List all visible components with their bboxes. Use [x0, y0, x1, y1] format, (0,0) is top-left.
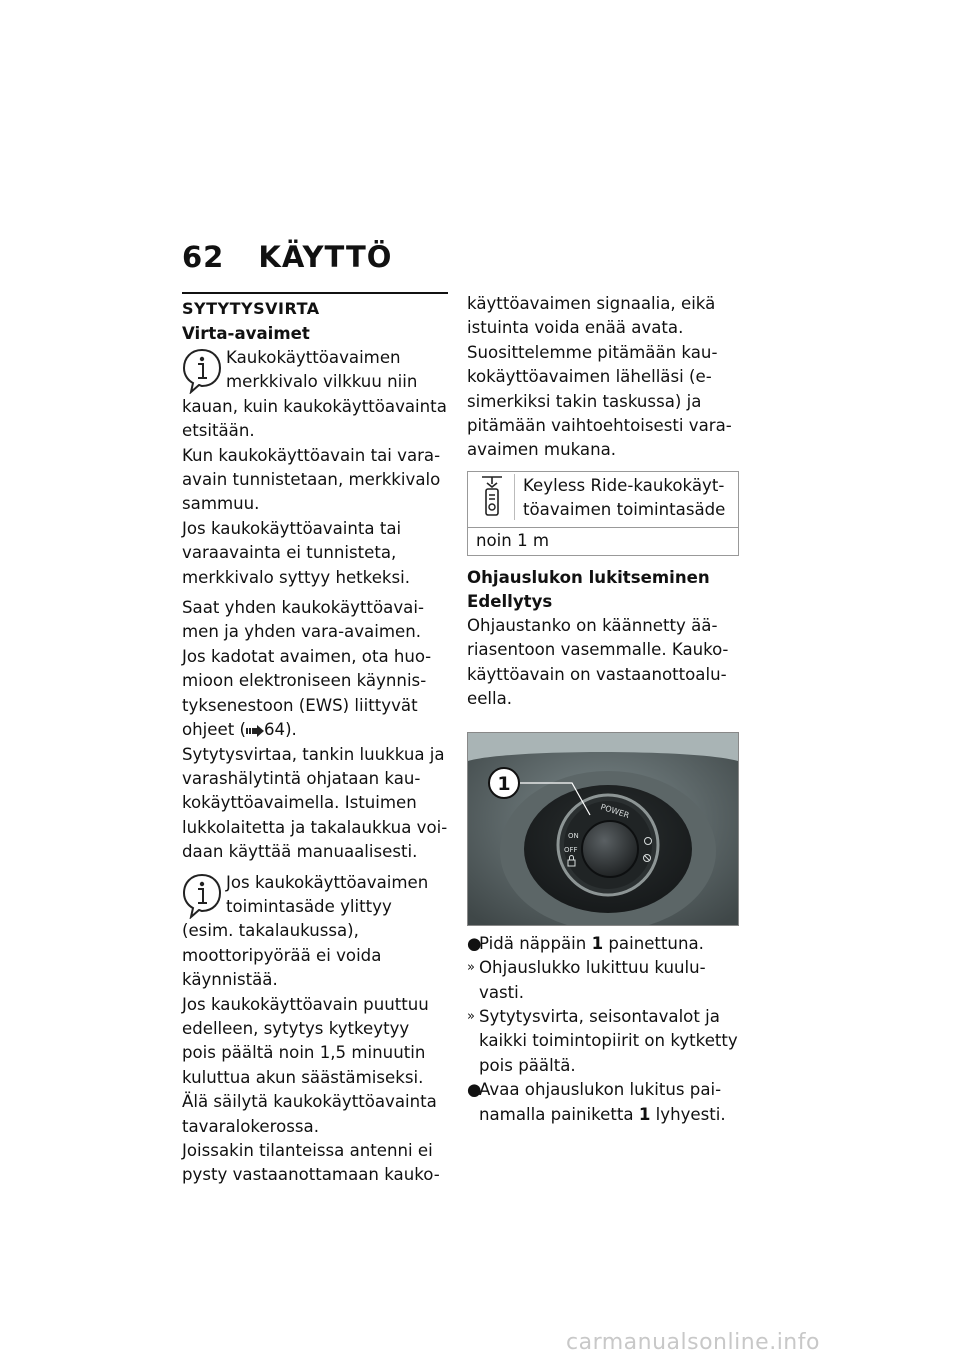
paragraph: Kun kaukokäyttöavain tai varaavain tunnistetaan, merkkivalo sammuu.	[182, 445, 441, 514]
power-label: POWER	[599, 802, 631, 820]
note-text: Kaukokäyttöavaimen merkkivalo vilkkuu niin kauan, kuin kaukokäyttöavainta etsitään.	[182, 348, 447, 441]
range-icon	[476, 474, 515, 520]
spec-value: noin 1 m	[476, 530, 550, 550]
callout-1	[489, 768, 519, 798]
result-arrow-icon: »	[467, 960, 475, 976]
info-icon	[182, 873, 222, 919]
prerequisite-text: Ohjaustanko on käännetty ääriasentoon vasemmalle. Kaukokäyttöavain on vastaanottoalueella.	[467, 616, 729, 709]
page-number: 62	[182, 240, 225, 274]
paragraph: Sytytysvirtaa, tankin luukkua ja varashälytintä ohjataan kaukokäyttöavaimella. Istuimen lukkolaitetta ja takalaukkua voidaan käyttää manuaalisesti.	[182, 744, 448, 862]
info-icon	[182, 348, 222, 394]
paragraph: käyttöavaimen signaalia, eikä istuinta voida enää avata. Suosittelemme pitämään kaukokäyttöavaimen lähelläsi (esimerkiksi takin taskussa) ja pitämään vaihtoehtoisesti varaavaimen mukana.	[467, 294, 732, 460]
paragraph-ews: Jos kadotat avaimen, ota huomioon elektroniseen käynnistyksenestoon (EWS) liittyvät ohjeet ( 64).	[182, 646, 432, 740]
on-label: ON	[568, 831, 579, 840]
note-block	[182, 871, 448, 993]
paragraph: Jos kaukokäyttöavainta tai varaavainta ei tunnisteta, merkkivalo syttyy hetkeksi.	[182, 518, 411, 587]
chapter-title: KÄYTTÖ	[258, 240, 393, 274]
right-column	[467, 292, 739, 1127]
subheading-prerequisite: Edellytys	[467, 592, 553, 612]
result-item: » Sytytysvirta, seisontavalot ja kaikki toimintopiirit on kytketty pois päältä.	[467, 1006, 738, 1075]
svg-text:1: 1	[497, 772, 511, 795]
left-column	[182, 292, 448, 1188]
result-arrow-icon: »	[467, 1008, 475, 1024]
spec-label: Keyless Ride-kaukokäyttöavaimen toimintasäde	[523, 475, 726, 520]
page-header	[182, 240, 392, 274]
paragraph: Jos kaukokäyttöavain puuttuu edelleen, sytytys kytkeytyy pois päältä noin 1,5 minuutin kuluttua akun säästämiseksi.	[182, 994, 429, 1087]
note-text: Jos kaukokäyttöavaimen toimintasäde ylittyy (esim. takalaukussa), moottoripyörää ei voida käynnistää.	[182, 872, 429, 990]
note-block	[182, 346, 448, 444]
paragraph: Joissakin tilanteissa antenni ei pysty vastaanottamaan kauko-	[182, 1141, 440, 1185]
bullet-icon: ●	[467, 1080, 482, 1100]
part-reference: 1	[638, 1104, 651, 1124]
part-reference: 1	[591, 933, 604, 953]
watermark: carmanualsonline.info	[566, 1330, 820, 1355]
paragraph: Älä säilytä kaukokäyttöavainta tavaralokerossa.	[182, 1092, 437, 1136]
ignition-switch-photo	[467, 732, 739, 926]
arrow-right-icon	[246, 725, 264, 737]
spec-table	[467, 471, 739, 556]
subheading-keys: Virta-avaimet	[182, 324, 310, 343]
subheading-steering-lock: Ohjauslukon lukitseminen	[467, 568, 710, 588]
off-label: OFF	[564, 845, 578, 854]
section-title: SYTYTYSVIRTA	[182, 299, 320, 318]
section-divider	[182, 292, 448, 294]
result-item: » Ohjauslukko lukittuu kuuluvasti.	[467, 958, 706, 1002]
step-item: ● Avaa ohjauslukon lukitus painamalla painiketta 1 lyhyesti.	[467, 1080, 726, 1124]
spec-header	[468, 472, 738, 528]
step-item: ● Pidä näppäin 1 painettuna.	[467, 932, 739, 956]
bullet-icon: ●	[467, 933, 482, 953]
page-reference: 64	[263, 720, 286, 740]
paragraph: Saat yhden kaukokäyttöavaimen ja yhden vara-avaimen.	[182, 598, 424, 642]
